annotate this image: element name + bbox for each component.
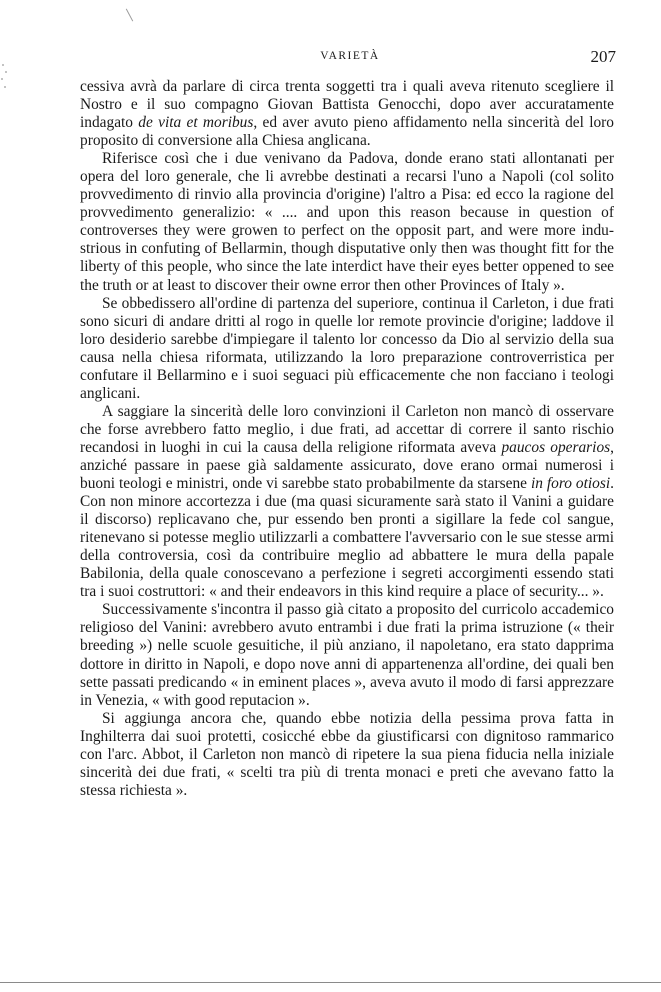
text-run: Successivamente s'incontra il passo già citato a proposito del curricolo accademico religioso del Vanini: avrebbero avuto entrambi i due frati la prima istruzione (« their breeding ») nelle scuole gesuitiche, il più anziano, il napoletano, era stato dapprima dottore in diritto in Napoli, e dopo nove anni di appartenenza all'ordine, dei quali ben sette passati predicando « in eminent places », aveva avuto il modo di farsi apprezzare in Venezia, « with good reputacion ». — [80, 601, 614, 709]
text-run: Si aggiunga ancora che, quando ebbe notizia della pessima prova fatta in Inghilterra dai suoi protetti, cosicché ebbe da giustificarsi con dignitoso rammarico con l'arc. Abbot, il Carleton non mancò di ripetere la sua piena fiducia nella iniziale sincerità dei due frati, « scelti tra più di trenta monaci e preti che avevano fatto la stessa richiesta ». — [80, 709, 614, 799]
running-head: VARIETÀ — [320, 50, 380, 62]
paragraph — [80, 295, 614, 403]
paragraph — [80, 601, 614, 709]
page-number: 207 — [590, 47, 616, 66]
text-run: , anziché passare in paese già saldamente assicurato, dove erano ormai numerosi i buoni teologi e ministri, onde vi sarebbe stato probabilmente da starsene — [80, 438, 614, 493]
page-bottom-rule — [0, 982, 661, 983]
text-run: , ed aver avuto pieno affidamento nella sincerità del loro proposito di conversione alla Chiesa anglicana. — [80, 114, 614, 150]
paragraph — [80, 403, 614, 602]
paragraph — [80, 150, 614, 294]
text-run: A saggiare la sincerità delle loro convinzioni il Carleton non mancò di osservare che forse avrebbero fatto meglio, i due frati, ad accettar di correre il santo rischio recandosi in luoghi in cui la causa della religione riformata aveva — [80, 402, 614, 456]
paragraph — [80, 710, 614, 800]
stray-pencil-mark — [126, 9, 133, 22]
page-header — [80, 47, 620, 74]
text-run: Riferisce così che i due venivano da Padova, donde erano stati allontanati per opera del loro generale, che li avrebbe destinati a recarsi l'uno a Napoli (col solito provvedimento di rinvio alla provincia d'origine) l'altro a Pisa: ed ecco la ragione del provvedimento generalizio: « .... and upon this reason because in question of controverses they were growen to perfect on the opposit part, and were more industrious in confuting of Bellarmin, though disputative only then was thought fitt for the liberty of this people, who since the late interdict have their eyes better oppened to see the truth or at least to discover their owne error then other Provinces of Italy ». — [80, 150, 614, 294]
italic-phrase: paucos operarios — [501, 438, 611, 456]
body-text — [80, 78, 614, 800]
italic-phrase: in foro otiosi — [530, 475, 611, 493]
text-run: . Con non minore accortezza i due (ma quasi sicuramente sarà stato il Vanini a guidare il discorso) replicavano che, pur essendo ben pronti a sigillare la fede col sangue, ritenevano si potesse meglio utilizzarli a combattere l'avversario con le sue stesse armi della controversia, così da contribuire meglio ad abbattere le mura della papale Babilonia, della quale conoscevano a perfezione i segreti accorgimenti essendo stati tra i suoi costruttori: « and their endeavors in this kind require a place of security... ». — [80, 475, 614, 601]
paragraph — [80, 78, 614, 150]
text-run: Se obbedissero all'ordine di partenza del superiore, continua il Carleton, i due frati sono sicuri di andare dritti al rogo in quelle lor remote provincie d'origine; laddove il loro desiderio sarebbe d'impiegare il talento lor concesso da Dio al servizio della sua causa nella chiesa riformata, utilizzando la loro preparazione controverristica per confutare il Bellarmino e i suoi seguaci più efficacemente che non facciano i teologi anglicani. — [80, 294, 614, 402]
italic-phrase: de vita et moribus — [138, 114, 254, 132]
margin-specks — [0, 62, 10, 102]
text-run: cessiva avrà da parlare di circa trenta soggetti tra i quali aveva ritenuto scegliere il Nostro e il suo compagno Giovan Battista Genocchi, dopo aver accuratamente indagato — [80, 78, 614, 132]
